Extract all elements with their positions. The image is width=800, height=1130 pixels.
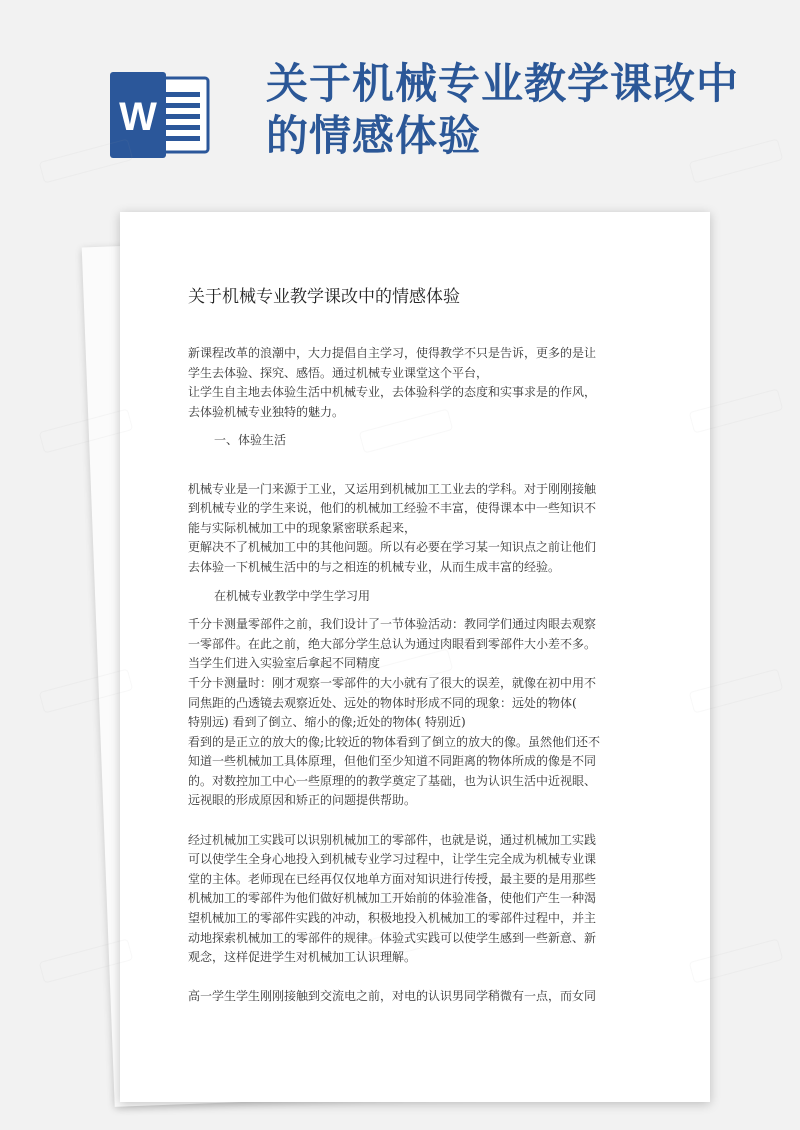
text-line: 远视眼的形成原因和矫正的问题提供帮助。 [188, 793, 417, 808]
heading-gap [188, 578, 628, 587]
text-line: 动地探索机械加工的零部件的规律。体验式实践可以使学生感到一些新意、新 [188, 930, 597, 945]
text-line: 观念，这样促进学生对机械加工认识理解。 [188, 950, 417, 965]
text-line: 的。对数控加工中心一些原理的的教学奠定了基础，也为认识生活中近视眼、 [188, 773, 597, 788]
heading-gap [188, 606, 628, 615]
paragraph-gap [188, 460, 628, 480]
heading-gap [188, 451, 628, 460]
text-line: 机械专业是一门来源于工业，又运用到机械加工工业去的学科。对于刚刚接触 [188, 481, 597, 496]
text-line: 千分卡测量时：刚才观察一零部件的大小就有了很大的误差，就像在初中用不 [188, 675, 597, 690]
text-line: 看到的是正立的放大的像;比较近的物体看到了倒立的放大的像。虽然他们还不 [188, 734, 601, 749]
text-line: 堂的主体。老师现在已经再仅仅地单方面对知识进行传授，最主要的是用那些 [188, 871, 597, 886]
text-line: 知道一些机械加工具体原理，但他们至少知道不同距离的物体所成的像是不同 [188, 754, 597, 769]
document-body [188, 344, 628, 1007]
text-line: 让学生自主地去体验生活中机械专业，去体验科学的态度和实事求是的作风， [188, 385, 597, 400]
text-line: 同焦距的凸透镜去观察近处、远处的物体时形成不同的现象：远处的物体( [188, 695, 577, 710]
word-document-icon [110, 72, 216, 158]
document-title: 关于机械专业教学课改中的情感体验 [188, 287, 460, 307]
text-line: 到机械专业的学生来说，他们的机械加工经验不丰富，使得课本中一些知识不 [188, 501, 597, 516]
page-title: 关于机械专业教学课改中的情感体验 [266, 59, 740, 160]
text-line: 新课程改革的浪潮中，大力提倡自主学习，使得教学不只是告诉，更多的是让 [188, 346, 597, 360]
text-line: 千分卡测量零部件之前，我们设计了一节体验活动：教同学们通过肉眼去观察 [188, 617, 597, 632]
text-line: 特别远) 看到了倒立、缩小的像;近处的物体( 特别近) [188, 715, 466, 730]
text-line: 能与实际机械加工中的现象紧密联系起来， [188, 520, 417, 535]
text-line: 一零部件。在此之前，绝大部分学生总认为通过肉眼看到零部件大小差不多。 [188, 636, 597, 651]
text-line: 去体验一下机械生活中的与之相连的机械专业，从而生成丰富的经验。 [188, 559, 561, 574]
text-line: 经过机械加工实践可以识别机械加工的零部件，也就是说，通过机械加工实践 [188, 832, 597, 847]
word-icon-letter: W [119, 95, 157, 139]
section-heading: 在机械专业教学中学生学习用 [214, 588, 371, 603]
text-line: 当学生们进入实验室后拿起不同精度 [188, 656, 381, 671]
text-line: 更解决不了机械加工中的其他问题。所以有必要在学习某一知识点之前让他们 [188, 540, 597, 555]
text-line: 可以使学生全身心地投入到机械专业学习过程中，让学生完全成为机械专业课 [188, 852, 597, 867]
text-line: 高一学生学生刚刚接触到交流电之前，对电的认识男同学稍微有一点，而女同 [188, 989, 597, 1004]
document-page [120, 212, 710, 1102]
text-line: 机械加工的零部件为他们做好机械加工开始前的体验准备，使他们产生一种渴 [188, 891, 597, 906]
text-line: 学生去体验、探究、感悟。通过机械专业课堂这个平台， [188, 365, 489, 380]
text-line: 望机械加工的零部件实践的冲动，积极地投入机械加工的零部件过程中，并主 [188, 911, 597, 926]
section-heading: 一、体验生活 [214, 433, 287, 448]
paragraph-gap [188, 968, 628, 988]
text-line: 去体验机械专业独特的魅力。 [188, 404, 345, 419]
paragraph-gap [188, 811, 628, 831]
heading-gap [188, 422, 628, 431]
